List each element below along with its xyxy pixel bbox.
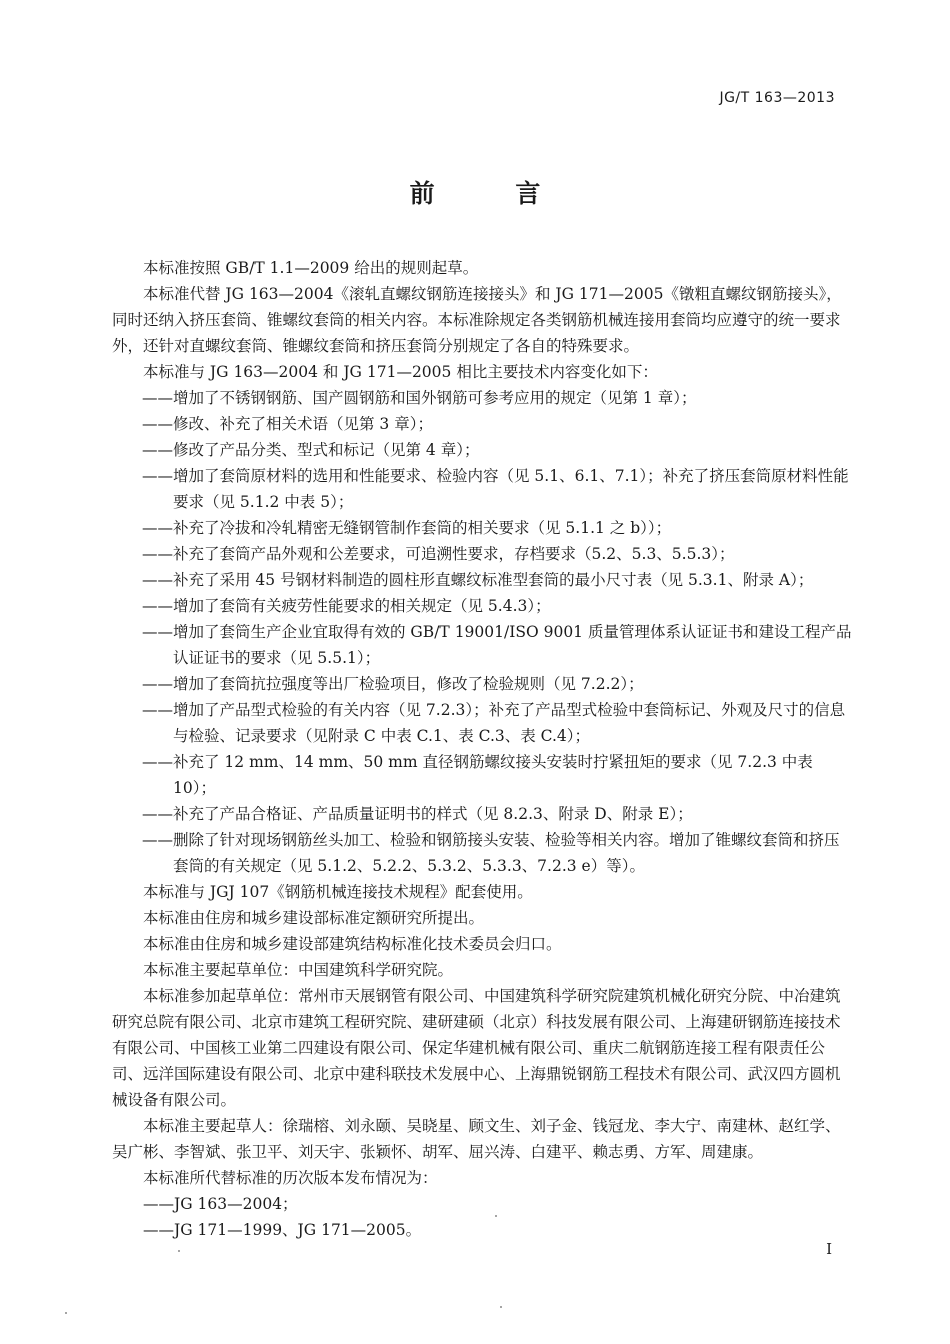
- page-number: I: [826, 1240, 832, 1258]
- paragraph-companion-standard: 本标准与 JGJ 107《钢筋机械连接技术规程》配套使用。: [143, 883, 533, 901]
- change-item: ——增加了套筒原材料的选用和性能要求、检验内容（见 5.1、6.1、7.1）；补充了挤压套筒原材料性能要求（见 5.1.2 中表 5）；: [142, 467, 849, 511]
- paragraph-proposer: 本标准由住房和城乡建设部标准定额研究所提出。: [143, 909, 485, 927]
- change-item: ——删除了针对现场钢筋丝头加工、检验和钢筋接头安装、检验等相关内容。增加了锥螺纹套筒和挤压套筒的有关规定（见 5.1.2、5.2.2、5.3.2、5.3.3、7.2.3 e）等）。: [142, 831, 840, 875]
- scan-speck: [65, 1312, 67, 1314]
- document-code: JG/T 163—2013: [719, 90, 835, 106]
- change-item: ——增加了产品型式检验的有关内容（见 7.2.3）；补充了产品型式检验中套筒标记、外观及尺寸的信息与检验、记录要求（见附录 C 中表 C.1、表 C.3、表 C.4）；: [142, 701, 846, 745]
- change-item: ——增加了不锈钢钢筋、国产圆钢筋和国外钢筋可参考应用的规定（见第 1 章）；: [142, 389, 697, 407]
- change-item: ——补充了套筒产品外观和公差要求，可追溯性要求，存档要求（5.2、5.3、5.5.3）；: [142, 545, 735, 563]
- scan-speck: [500, 1306, 502, 1308]
- change-item: ——补充了产品合格证、产品质量证明书的样式（见 8.2.3、附录 D、附录 E）；: [142, 805, 693, 823]
- change-item: ——补充了 12 mm、14 mm、50 mm 直径钢筋螺纹接头安装时拧紧扭矩的要求（见 7.2.3 中表 10）；: [142, 753, 813, 797]
- change-item: ——补充了采用 45 号钢材料制造的圆柱形直螺纹标准型套筒的最小尺寸表（见 5.3.1、附录 A）；: [142, 571, 814, 589]
- paragraph-replaces: 本标准代替 JG 163—2004《滚轧直螺纹钢筋连接接头》和 JG 171—2005《镦粗直螺纹钢筋接头》，同时还纳入挤压套筒、锥螺纹套筒的相关内容。本标准除规定各类钢筋机械连接用套筒均应遵守的统一要求外，还针对直螺纹套筒、锥螺纹套筒和挤压套筒分别规定了各自的特殊要求。: [112, 285, 842, 355]
- paragraph-changes-intro: 本标准与 JG 163—2004 和 JG 171—2005 相比主要技术内容变化如下：: [143, 363, 658, 381]
- paragraph-main-drafters: 本标准主要起草人：徐瑞榕、刘永颐、吴晓星、顾文生、刘子金、钱冠龙、李大宁、南建林、赵红学、吴广彬、李智斌、张卫平、刘天宇、张颖怀、胡军、屈兴涛、白建平、赖志勇、方军、周建康。: [112, 1117, 841, 1161]
- paragraph-participating-units: 本标准参加起草单位：常州市天展钢管有限公司、中国建筑科学研究院建筑机械化研究分院、中冶建筑研究总院有限公司、北京市建筑工程研究院、建研建硕（北京）科技发展有限公司、上海建研钢筋连接技术有限公司、中国核工业第二四建设有限公司、保定华建机械有限公司、重庆二航钢筋连接工程有限责任公司、远洋国际建设有限公司、北京中建科联技术发展中心、上海鼎锐钢筋工程技术有限公司、武汉四方圆机械设备有限公司。: [112, 987, 841, 1109]
- change-item: ——增加了套筒有关疲劳性能要求的相关规定（见 5.4.3）；: [142, 597, 551, 615]
- change-item: ——补充了冷拔和冷轧精密无缝钢管制作套筒的相关要求（见 5.1.1 之 b））；: [142, 519, 672, 537]
- history-item: ——JG 163—2004；: [143, 1195, 298, 1213]
- scan-speck: [178, 1250, 180, 1252]
- change-item: ——修改、补充了相关术语（见第 3 章）；: [142, 415, 433, 433]
- page-title: 前 言: [409, 179, 577, 208]
- scan-speck: [495, 1215, 497, 1217]
- paragraph-history-intro: 本标准所代替标准的历次版本发布情况为：: [143, 1169, 438, 1187]
- paragraph-technical-committee: 本标准由住房和城乡建设部建筑结构标准化技术委员会归口。: [143, 935, 562, 953]
- paragraph-main-drafter-unit: 本标准主要起草单位：中国建筑科学研究院。: [143, 961, 454, 979]
- document-body: [112, 255, 854, 1243]
- paragraph-drafting-rules: 本标准按照 GB/T 1.1—2009 给出的规则起草。: [143, 259, 479, 277]
- history-item: ——JG 171—1999、JG 171—2005。: [143, 1221, 422, 1239]
- change-item: ——增加了套筒生产企业宜取得有效的 GB/T 19001/ISO 9001 质量管理体系认证证书和建设工程产品认证证书的要求（见 5.5.1）；: [142, 623, 852, 667]
- change-item: ——修改了产品分类、型式和标记（见第 4 章）；: [142, 441, 480, 459]
- change-item: ——增加了套筒抗拉强度等出厂检验项目，修改了检验规则（见 7.2.2）；: [142, 675, 644, 693]
